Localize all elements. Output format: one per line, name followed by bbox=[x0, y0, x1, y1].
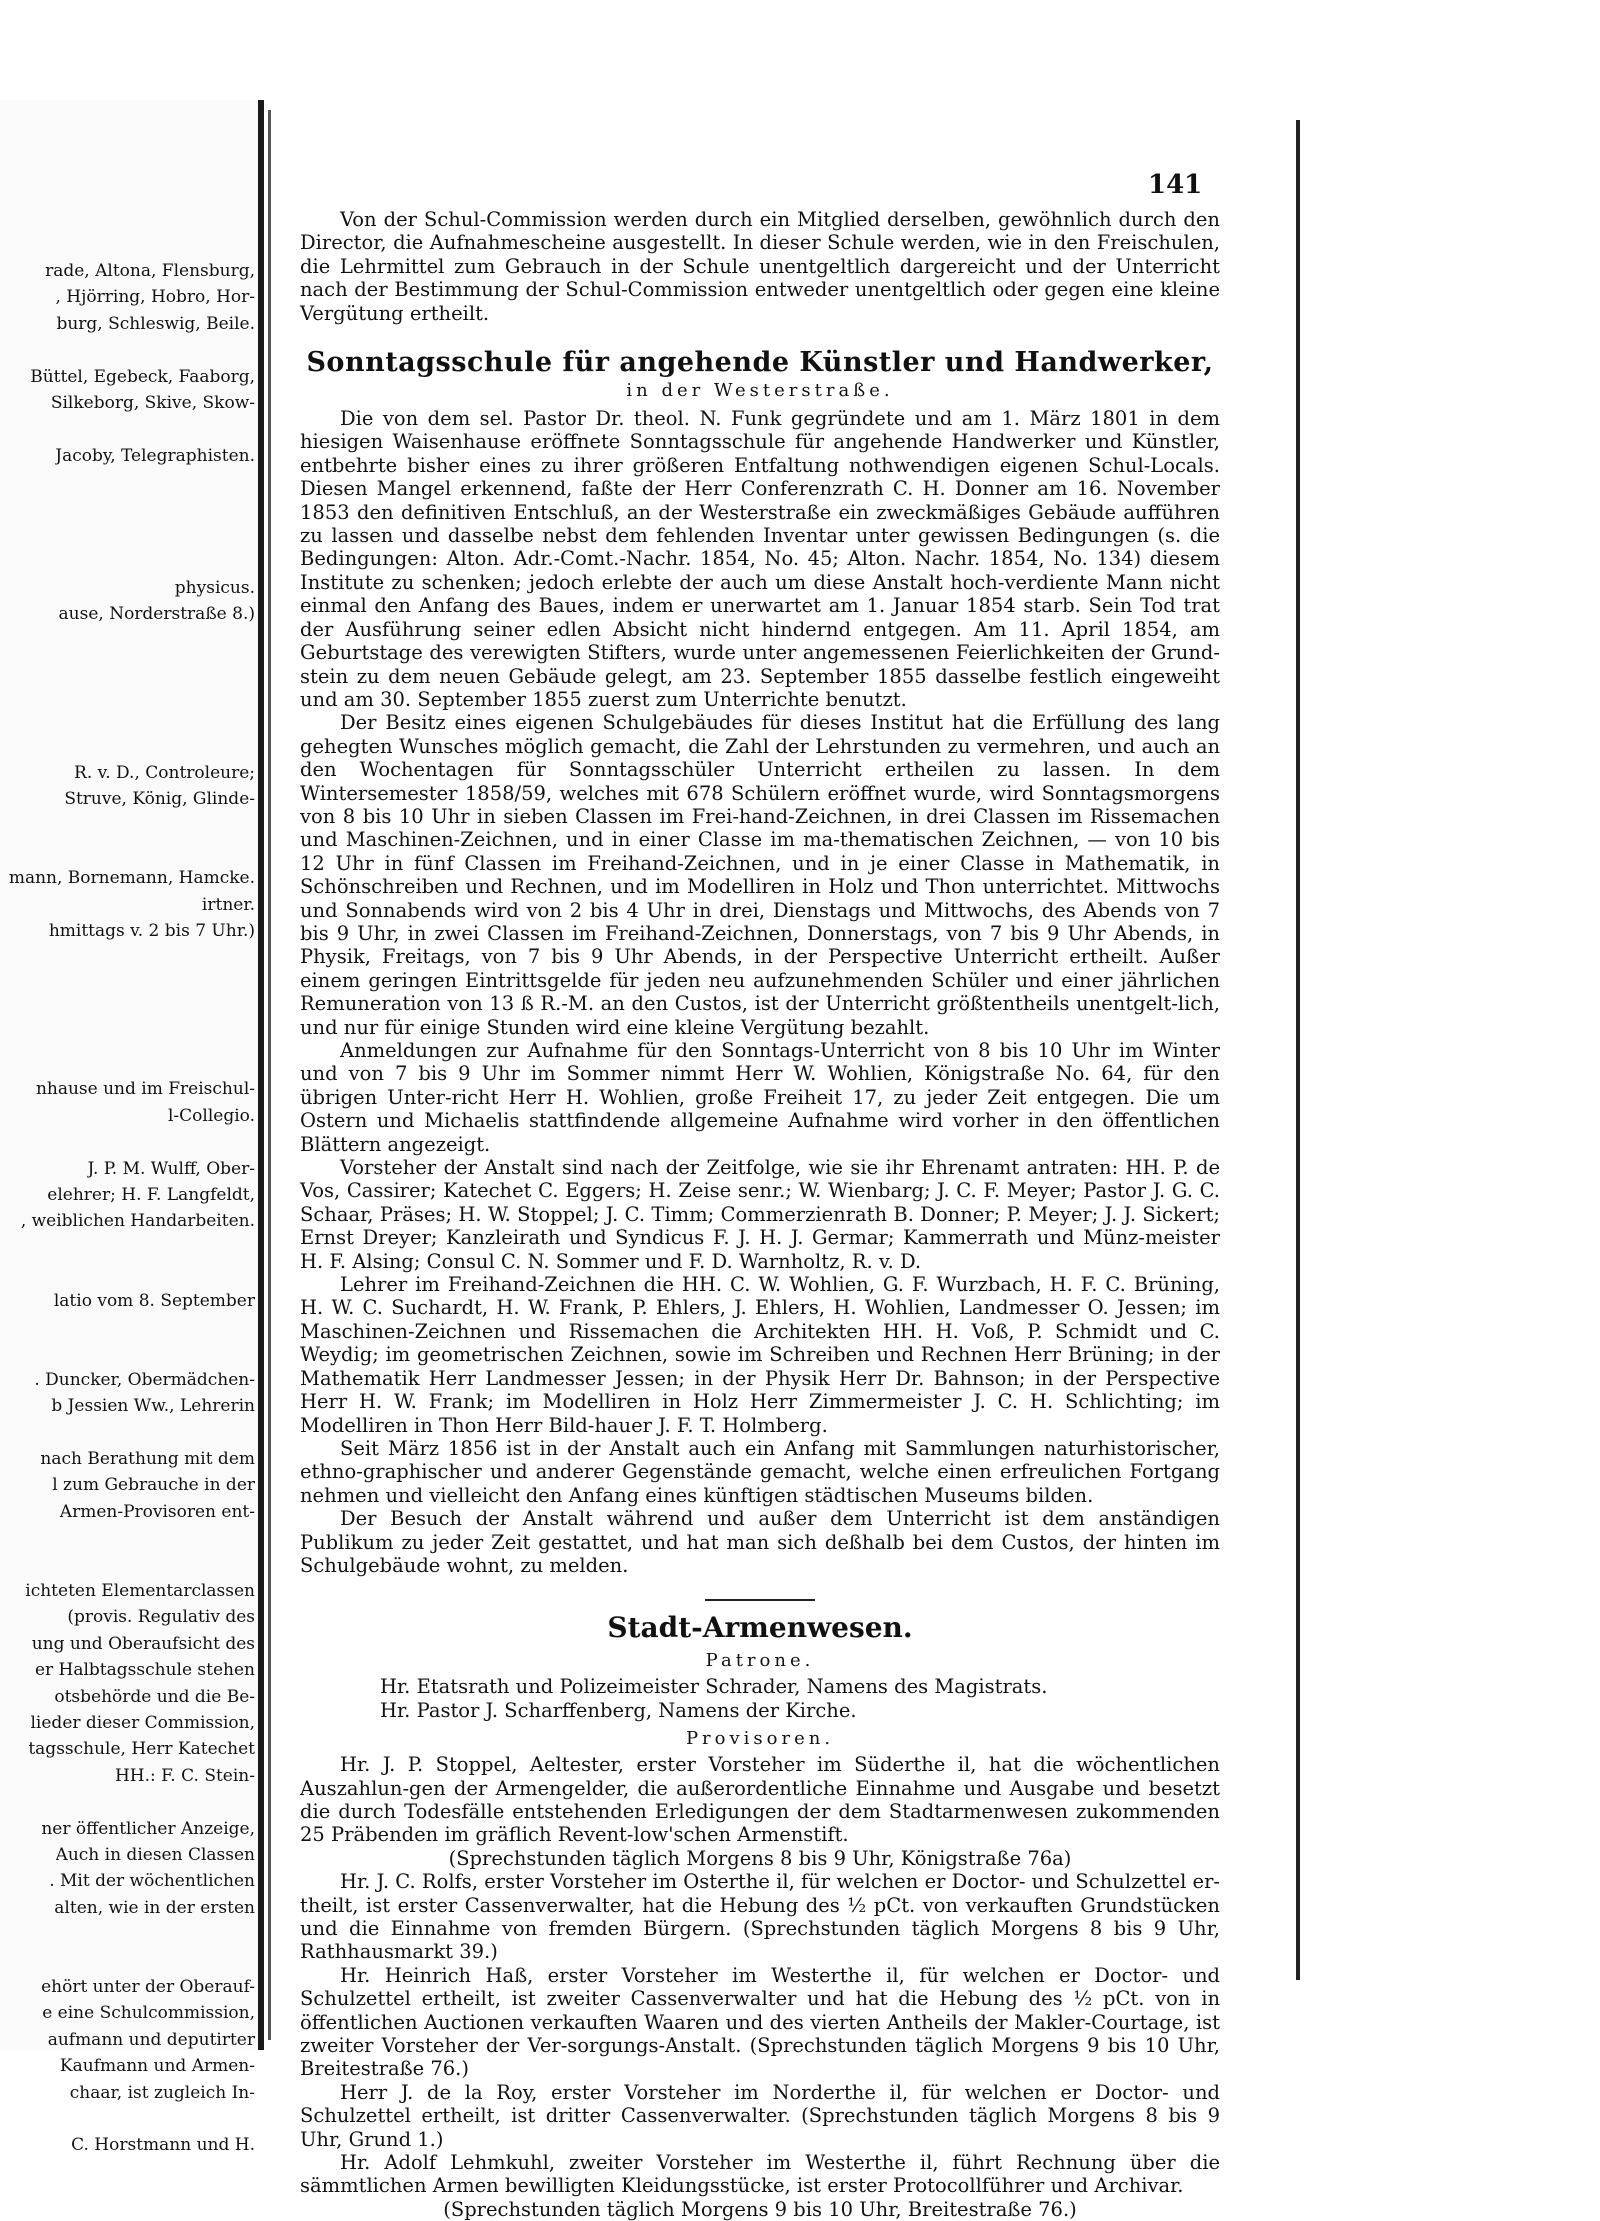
left-page-line: alten, wie in der ersten bbox=[54, 1897, 255, 1918]
main-page bbox=[300, 160, 1220, 2221]
left-page-line: Silkeborg, Skive, Skow- bbox=[50, 393, 255, 413]
left-page-line: ehört unter der Oberauf- bbox=[41, 1977, 255, 1997]
provisor-entry: Hr. Adolf Lehmkuhl, zweiter Vorsteher im Westerthe il, führt Rechnung über die sämmtlichen Armen bewilligten Kleidungsstücke, ist erster Protocollführer und Archivar. bbox=[300, 2151, 1220, 2198]
left-page-line: J. P. M. Wulff, Ober- bbox=[87, 1158, 255, 1179]
intro-paragraph: Von der Schul-Commission werden durch ein Mitglied derselben, gewöhnlich durch den Director, die Aufnahmescheine ausgestellt. In dieser Schule werden, wie in den Freischulen, die Lehrmittel zum Gebrauch in der Schule unentgeltlich dargereicht und der Unterricht nach der Bestimmung der Schul-Commission entweder unentgeltlich oder gegen eine kleine Vergütung ertheilt. bbox=[300, 208, 1220, 325]
left-page-line: latio vom 8. September bbox=[53, 1290, 255, 1311]
patron-line: Hr. Etatsrath und Polizeimeister Schrader, Namens des Magistrats. bbox=[380, 1675, 1048, 1699]
page-edge-right bbox=[1296, 120, 1300, 1980]
book-gutter bbox=[258, 100, 264, 2050]
left-page-line: nhause und im Freischul- bbox=[35, 1079, 255, 1100]
left-page-line: Auch in diesen Classen bbox=[55, 1845, 255, 1865]
left-page-line: b Jessien Ww., Lehrerin bbox=[51, 1396, 255, 1417]
left-page-line: er Halbtagsschule stehen bbox=[34, 1660, 255, 1681]
left-page-line: aufmann und deputirter bbox=[47, 2029, 255, 2050]
section-subheading: in der Westerstraße. bbox=[626, 380, 894, 402]
left-page-line: ause, Norderstraße 8.) bbox=[58, 604, 255, 625]
left-page-line: physicus. bbox=[174, 577, 255, 598]
left-page-line: . Mit der wöchentlichen bbox=[49, 1871, 255, 1892]
office-hours: (Sprechstunden täglich Morgens 8 bis 9 Uhr, Königstraße 76a) bbox=[448, 1846, 1072, 1870]
left-page-line: , Hjörring, Hobro, Hor- bbox=[55, 287, 255, 308]
left-page-line: ung und Oberaufsicht des bbox=[31, 1633, 255, 1654]
paragraph: Lehrer im Freihand-Zeichnen die HH. C. W. Wohlien, G. F. Wurzbach, H. F. C. Brüning, H. W. C. Suchardt, H. W. Frank, P. Ehlers, J. Ehlers, H. Wohlien, Landmesser O. Jessen; im Maschinen-Zeichnen und Rissemachen die Architekten HH. H. Voß, P. Schmidt und C. Weydig; im geometrischen Zeichnen, sowie im Schreiben und Rechnen Herr Brüning; in der Mathematik Herr Landmesser Jessen; in der Physik Herr Dr. Bahnson; in der Perspective Herr H. W. Frank; im Modelliren in Holz Herr Zimmermeister J. C. H. Schlichting; im Modelliren in Thon Herr Bild-hauer J. F. T. Holmberg. bbox=[300, 1273, 1220, 1437]
paragraph: Anmeldungen zur Aufnahme für den Sonntags-Unterricht von 8 bis 10 Uhr im Winter und von 7 bis 9 Uhr im Sommer nimmt Herr W. Wohlien, Königstraße No. 64, für den übrigen Unter-richt Herr H. Wohlien, große Freiheit 17, zu jeder Zeit entgegen. Die um Ostern und Michaelis stattfindende allgemeine Aufnahme wird vorher in den öffentlichen Blättern angezeigt. bbox=[300, 1039, 1220, 1156]
provisor-entry: Hr. J. P. Stoppel, Aeltester, erster Vorsteher im Süderthe il, hat die wöchentlichen Auszahlun-gen der Armengelder, die außerordentliche Einnahme und Ausgabe und besetzt die durch Todesfälle entstehenden Erledigungen der dem Stadtarmenwesen zukommenden 25 Präbenden im gräflich Revent-low'schen Armenstift. bbox=[300, 1753, 1220, 1847]
page-edge-line bbox=[268, 110, 271, 2040]
patrone-heading: Patrone. bbox=[705, 1650, 815, 1672]
section-heading-sonntagsschule: Sonntagsschule für angehende Künstler und Handwerker, bbox=[306, 347, 1214, 379]
left-page-line: Jacoby, Telegraphisten. bbox=[55, 445, 255, 466]
left-page-line: (provis. Regulativ des bbox=[67, 1607, 255, 1628]
left-page-line: Struve, König, Glinde- bbox=[64, 789, 255, 809]
provisoren-heading: Provisoren. bbox=[685, 1728, 835, 1750]
left-page-line: mann, Bornemann, Hamcke. bbox=[8, 868, 255, 889]
left-page-line: e eine Schulcommission, bbox=[42, 2003, 255, 2024]
section-heading-armenwesen: Stadt-Armenwesen. bbox=[607, 1611, 913, 1645]
left-page-line: ner öffentlicher Anzeige, bbox=[41, 1818, 255, 1839]
left-page-line: R. v. D., Controleure; bbox=[74, 762, 255, 783]
left-page-line: l-Collegio. bbox=[167, 1105, 255, 1126]
provisor-entry: Herr J. de la Roy, erster Vorsteher im Norderthe il, für welchen er Doctor- und Schulzettel ertheilt, ist dritter Cassenverwalter. (Sprechstunden täglich Morgens 8 bis 9 Uhr, Grund 1.) bbox=[300, 2080, 1220, 2151]
left-page-line: Büttel, Egebeck, Faaborg, bbox=[30, 366, 255, 387]
paragraph: Vorsteher der Anstalt sind nach der Zeitfolge, wie sie ihr Ehrenamt antraten: HH. P. de Vos, Cassirer; Katechet C. Eggers; H. Zeise senr.; W. Wienbarg; J. C. F. Meyer; Pastor J. G. C. Schaar, Präses; H. W. Stoppel; J. C. Timm; Commerzienrath B. Donner; P. Meyer; J. J. Sickert; Ernst Dreyer; Kanzleirath und Syndicus F. J. H. J. Germar; Kammerrath und Münz-meister H. F. Alsing; Consul C. N. Sommer und F. D. Warnholtz, R. v. D. bbox=[300, 1156, 1220, 1273]
left-page-line: burg, Schleswig, Beile. bbox=[56, 313, 255, 334]
left-page-line: tagsschule, Herr Katechet bbox=[28, 1739, 255, 1760]
left-page-line: ichteten Elementarclassen bbox=[25, 1581, 255, 1601]
left-page-line: , weiblichen Handarbeiten. bbox=[20, 1211, 255, 1232]
paragraph: Der Besuch der Anstalt während und außer dem Unterricht ist dem anständigen Publikum zu jeder Zeit gestattet, und hat man sich deßhalb bei dem Custos, der hinten im Schulgebäude wohnt, zu melden. bbox=[300, 1507, 1220, 1577]
section-divider bbox=[705, 1599, 815, 1601]
paragraph: Der Besitz eines eigenen Schulgebäudes für dieses Institut hat die Erfüllung des lang gehegten Wunsches möglich gemacht, die Zahl der Lehrstunden zu vermehren, und auch an den Wochentagen für Sonntagsschüler Unterricht ertheilen zu lassen. In dem Wintersemester 1858/59, welches mit 678 Schülern eröffnet wurde, wird Sonntagsmorgens von 8 bis 10 Uhr in sieben Classen im Frei-hand-Zeichnen, in drei Classen im Rissemachen und Maschinen-Zeichnen, und in einer Classe im ma-thematischen Zeichnen, — von 10 bis 12 Uhr in fünf Classen im Freihand-Zeichnen, und in je einer Classe in Mathematik, in Schönschreiben und Rechnen, und im Modelliren in Holz und Thon unterrichtet. Mittwochs und Sonnabends wird von 2 bis 4 Uhr in drei, Dienstags und Mittwochs, des Abends von 7 bis 9 Uhr, in zwei Classen im Freihand-Zeichnen, Donnerstags, von 7 bis 9 Uhr Abends, in Physik, Freitags, von 7 bis 9 Uhr Abends, in der Perspective Unterricht ertheilt. Außer einem geringen Eintrittsgelde für jeden neu aufzunehmenden Schüler und einer jährlichen Remuneration von 13 ß R.-M. an den Custos, ist der Unterricht größtentheils unentgelt-lich, und nur für einige Stunden wird eine kleine Vergütung bezahlt. bbox=[300, 711, 1220, 1039]
left-page-line: nach Berathung mit dem bbox=[40, 1449, 255, 1469]
left-page-line: HH.: F. C. Stein- bbox=[114, 1765, 255, 1786]
left-page-line: chaar, ist zugleich In- bbox=[69, 2082, 255, 2103]
provisor-entry: Hr. J. C. Rolfs, erster Vorsteher im Osterthe il, für welchen er Doctor- und Schulzettel er-theilt, ist erster Cassenverwalter, hat die Hebung des ½ pCt. von verkauften Grundstücken und die Einnahme von fremden Bürgern. (Sprechstunden täglich Morgens 8 bis 9 Uhr, Rathhausmarkt 39.) bbox=[300, 1870, 1220, 1964]
left-page-line: Kaufmann und Armen- bbox=[59, 2056, 255, 2077]
provisor-entry: Hr. Heinrich Haß, erster Vorsteher im Westerthe il, für welchen er Doctor- und Schulzettel ertheilt, ist zweiter Cassenverwalter und hat die Hebung des ½ pCt. von in öffentlichen Auctionen verkauften Waaren und des vierten Antheils der Makler-Courtage, ist zweiter Vorsteher der Ver-sorgungs-Anstalt. (Sprechstunden täglich Morgens 9 bis 10 Uhr, Breitestraße 76.) bbox=[300, 1963, 1220, 2081]
left-page-line: otsbehörde und die Be- bbox=[54, 1686, 255, 1707]
left-page-line: C. Horstmann und H. bbox=[71, 2135, 255, 2156]
left-page-line: irtner. bbox=[201, 894, 255, 915]
patron-line: Hr. Pastor J. Scharffenberg, Namens der Kirche. bbox=[380, 1698, 857, 1722]
paragraph: Seit März 1856 ist in der Anstalt auch ein Anfang mit Sammlungen naturhistorischer, ethno-graphischer und anderer Gegenstände gemacht, welche einen erfreulichen Fortgang nehmen und vielleicht den Anfang eines künftigen städtischen Museums bilden. bbox=[300, 1436, 1220, 1507]
left-page-line: hmittags v. 2 bis 7 Uhr.) bbox=[48, 921, 255, 941]
page-number: 141 bbox=[1148, 170, 1203, 200]
left-page-line: Armen-Provisoren ent- bbox=[59, 1501, 255, 1522]
left-page-line: . Duncker, Obermädchen- bbox=[34, 1369, 255, 1390]
paragraph: Die von dem sel. Pastor Dr. theol. N. Funk gegründete und am 1. März 1801 in dem hiesigen Waisenhause eröffnete Sonntagsschule für angehende Handwerker und Künstler, entbehrte bisher eines zu ihrer größeren Entfaltung nothwendigen eigenen Schul-Locals. Diesen Mangel erkennend, faßte der Herr Conferenzrath C. H. Donner am 16. November 1853 den definitiven Entschluß, an der Westerstraße ein zweckmäßiges Gebäude aufführen zu lassen und dasselbe nebst dem fehlenden Inventar unter gewissen Bedingungen (s. die Bedingungen: Alton. Adr.-Comt.-Nachr. 1854, No. 45; Alton. Nachr. 1854, No. 134) diesem Institute zu schenken; jedoch erlebte der auch um diese Anstalt hoch-verdiente Mann nicht einmal den Anfang des Baues, indem er unerwartet am 1. Januar 1854 starb. Sein Tod trat der Ausführung seiner edlen Absicht nicht hindernd entgegen. Am 11. April 1854, am Geburtstage des verewigten Stifters, wurde unter angemessenen Feierlichkeiten der Grund-stein zu dem neuen Gebäude gelegt, am 23. September 1855 dasselbe festlich eingeweiht und am 30. September 1855 zuerst zum Unterrichte benutzt. bbox=[300, 407, 1220, 711]
left-page-line: rade, Altona, Flensburg, bbox=[45, 261, 255, 281]
left-page-line: l zum Gebrauche in der bbox=[52, 1475, 255, 1496]
left-page-line: elehrer; H. F. Langfeldt, bbox=[47, 1185, 255, 1205]
left-page-line: lieder dieser Commission, bbox=[30, 1713, 255, 1733]
office-hours: (Sprechstunden täglich Morgens 9 bis 10 Uhr, Breitestraße 76.) bbox=[443, 2197, 1077, 2221]
